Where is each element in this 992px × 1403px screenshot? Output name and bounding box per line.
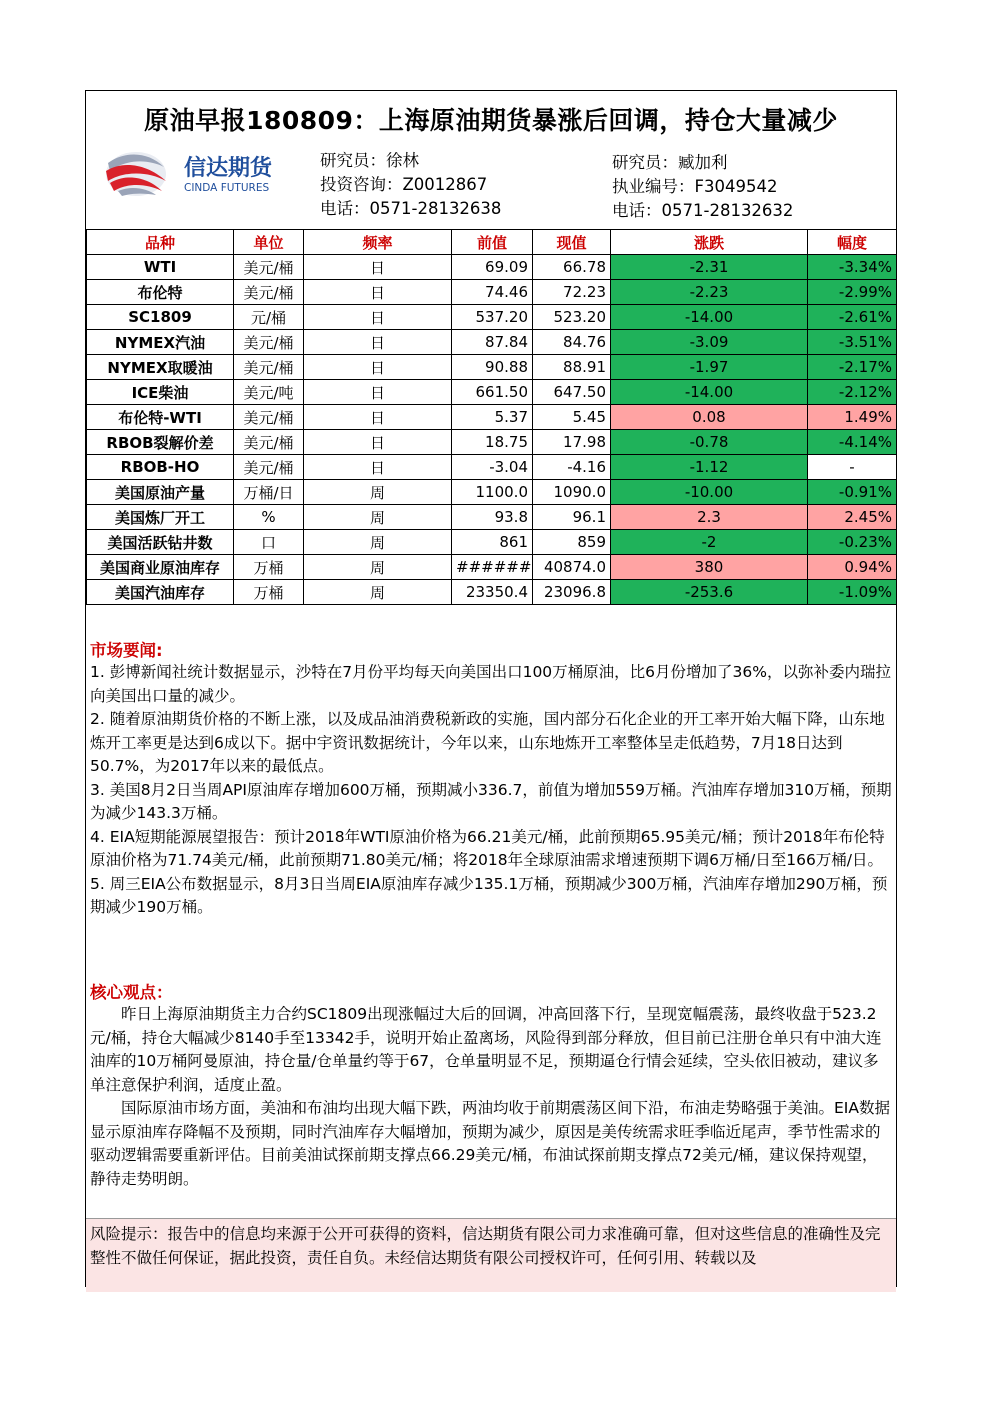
cell-curr: 523.20 (533, 305, 611, 330)
core-view-body (90, 1003, 892, 1191)
cell-unit: 美元/桶 (234, 255, 304, 280)
cell-name: 美国原油产量 (87, 480, 234, 505)
cell-change: 380 (611, 555, 808, 580)
report-sheet (85, 90, 897, 1287)
table-row (87, 255, 897, 280)
news-item: 1. 彭博新闻社统计数据显示，沙特在7月份平均每天向美国出口100万桶原油，比6月份增加了36%，以弥补委内瑞拉向美国出口量的减少。 (90, 663, 891, 705)
cell-freq: 日 (304, 355, 452, 380)
researcher-1-name: 研究员：徐林 (320, 151, 419, 170)
cell-freq: 周 (304, 555, 452, 580)
table-row (87, 580, 897, 605)
cell-prev: 87.84 (452, 330, 533, 355)
cell-change: -0.78 (611, 430, 808, 455)
cell-curr: 859 (533, 530, 611, 555)
cell-curr: 66.78 (533, 255, 611, 280)
col-header: 前值 (452, 230, 533, 255)
cell-prev: 5.37 (452, 405, 533, 430)
cell-name: NYMEX汽油 (87, 330, 234, 355)
market-news-list (90, 661, 892, 920)
cell-pct: -3.34% (808, 255, 897, 280)
cell-change: 2.3 (611, 505, 808, 530)
cell-unit: 美元/桶 (234, 430, 304, 455)
cell-prev: ###### (452, 555, 533, 580)
cell-freq: 日 (304, 330, 452, 355)
table-row (87, 355, 897, 380)
table-row (87, 530, 897, 555)
cell-change: -14.00 (611, 305, 808, 330)
table-row (87, 430, 897, 455)
cell-pct: -2.99% (808, 280, 897, 305)
cell-curr: -4.16 (533, 455, 611, 480)
col-header: 现值 (533, 230, 611, 255)
cell-name: 美国商业原油库存 (87, 555, 234, 580)
cell-unit: % (234, 505, 304, 530)
cell-change: -1.97 (611, 355, 808, 380)
cell-name: ICE柴油 (87, 380, 234, 405)
cell-change: -2 (611, 530, 808, 555)
cell-pct: -2.61% (808, 305, 897, 330)
researcher-1-phone: 电话：0571-28132638 (320, 199, 502, 218)
cell-freq: 日 (304, 430, 452, 455)
table-row (87, 380, 897, 405)
cell-unit: 万桶 (234, 555, 304, 580)
cell-pct: -4.14% (808, 430, 897, 455)
cell-prev: 661.50 (452, 380, 533, 405)
core-view-paragraph: 国际原油市场方面，美油和布油均出现大幅下跌，两油均收于前期震荡区间下沿，布油走势略强于美油。EIA数据显示原油库存降幅不及预期，同时汽油库存大幅增加，预期为减少，原因是美传统需求旺季临近尾声，季节性需求的驱动逻辑需要重新评估。目前美油试探前期支撑点66.29美元/桶，布油试探前期支撑点72美元/桶，建议保持观望，静待走势明朗。 (90, 1099, 890, 1188)
cell-freq: 周 (304, 580, 452, 605)
cell-pct: - (808, 455, 897, 480)
col-header: 频率 (304, 230, 452, 255)
cell-prev: -3.04 (452, 455, 533, 480)
researcher-2-license: 执业编号：F3049542 (612, 177, 778, 196)
cell-prev: 1100.0 (452, 480, 533, 505)
cell-curr: 88.91 (533, 355, 611, 380)
cell-curr: 1090.0 (533, 480, 611, 505)
cell-prev: 537.20 (452, 305, 533, 330)
price-table (86, 229, 897, 605)
cell-pct: 1.49% (808, 405, 897, 430)
cell-change: -1.12 (611, 455, 808, 480)
cell-prev: 93.8 (452, 505, 533, 530)
cell-change: -10.00 (611, 480, 808, 505)
core-view-heading: 核心观点： (90, 983, 173, 1002)
cell-curr: 5.45 (533, 405, 611, 430)
risk-disclaimer: 风险提示：报告中的信息均来源于公开可获得的资料，信达期货有限公司力求准确可靠，但对这些信息的准确性及完整性不做任何保证，据此投资，责任自负。未经信达期货有限公司授权许可，任何引用、转载以及 (86, 1218, 896, 1292)
cell-unit: 万桶/日 (234, 480, 304, 505)
table-row (87, 455, 897, 480)
table-row (87, 555, 897, 580)
cell-curr: 96.1 (533, 505, 611, 530)
table-row (87, 505, 897, 530)
cell-name: 布伦特 (87, 280, 234, 305)
researcher-2-name: 研究员：臧加利 (612, 153, 728, 172)
cell-unit: 美元/桶 (234, 405, 304, 430)
table-row (87, 330, 897, 355)
cell-unit: 美元/桶 (234, 330, 304, 355)
logo-name-en: CINDA FUTURES (184, 182, 270, 194)
cell-freq: 周 (304, 505, 452, 530)
cell-change: -253.6 (611, 580, 808, 605)
table-row (87, 480, 897, 505)
cell-change: -2.31 (611, 255, 808, 280)
researcher-2-phone: 电话：0571-28132632 (612, 201, 794, 220)
report-title: 原油早报180809：上海原油期货暴涨后回调，持仓大量减少 (144, 106, 838, 135)
cell-prev: 74.46 (452, 280, 533, 305)
researcher-1 (320, 149, 501, 221)
cinda-futures-logo (104, 149, 304, 199)
col-header: 单位 (234, 230, 304, 255)
cell-curr: 72.23 (533, 280, 611, 305)
col-header: 涨跌 (611, 230, 808, 255)
core-view-paragraph: 昨日上海原油期货主力合约SC1809出现涨幅过大后的回调，冲高回落下行，呈现宽幅震荡，最终收盘于523.2元/桶，持仓大幅减少8140手至13342手，说明开始止盈离场，风险得到部分释放，但目前已注册仓单只有中油大连油库的10万桶阿曼原油，持仓量/仓单量约等于67，仓单量明显不足，预期逼仓行情会延续，空头依旧被动，建议多单注意保护利润，适度止盈。 (90, 1005, 882, 1094)
logo-name-cn: 信达期货 (184, 156, 273, 181)
cell-pct: 0.94% (808, 555, 897, 580)
cell-name: RBOB裂解价差 (87, 430, 234, 455)
cell-freq: 周 (304, 530, 452, 555)
cell-name: SC1809 (87, 305, 234, 330)
cell-unit: 美元/桶 (234, 455, 304, 480)
cell-freq: 日 (304, 280, 452, 305)
news-item: 4. EIA短期能源展望报告：预计2018年WTI原油价格为66.21美元/桶，此前预期65.95美元/桶；预计2018年布伦特原油价格为71.74美元/桶，此前预期71.80美元/桶；将2018年全球原油需求增速预期下调6万桶/日至166万桶/日。 (90, 827, 885, 869)
cell-name: RBOB-HO (87, 455, 234, 480)
news-item: 5. 周三EIA公布数据显示，8月3日当周EIA原油库存减少135.1万桶，预期减少300万桶，汽油库存增加290万桶，预期减少190万桶。 (90, 874, 888, 916)
cinda-logo-icon (104, 149, 304, 199)
cell-freq: 日 (304, 380, 452, 405)
cell-freq: 日 (304, 455, 452, 480)
cell-curr: 17.98 (533, 430, 611, 455)
cell-curr: 84.76 (533, 330, 611, 355)
cell-change: -2.23 (611, 280, 808, 305)
cell-curr: 23096.8 (533, 580, 611, 605)
researcher-1-license: 投资咨询：Z0012867 (320, 175, 488, 194)
cell-pct: -2.17% (808, 355, 897, 380)
cell-change: -3.09 (611, 330, 808, 355)
cell-prev: 90.88 (452, 355, 533, 380)
cell-pct: 2.45% (808, 505, 897, 530)
cell-prev: 23350.4 (452, 580, 533, 605)
cell-name: 美国炼厂开工 (87, 505, 234, 530)
cell-unit: 万桶 (234, 580, 304, 605)
cell-freq: 日 (304, 405, 452, 430)
cell-freq: 周 (304, 480, 452, 505)
cell-freq: 日 (304, 255, 452, 280)
cell-prev: 18.75 (452, 430, 533, 455)
cell-unit: 口 (234, 530, 304, 555)
cell-prev: 861 (452, 530, 533, 555)
news-item: 3. 美国8月2日当周API原油库存增加600万桶，预期减小336.7，前值为增加559万桶。汽油库存增加310万桶，预期为减少143.3万桶。 (90, 780, 892, 822)
col-header: 品种 (87, 230, 234, 255)
market-news-heading: 市场要闻: (90, 641, 163, 660)
cell-name: 美国活跃钻井数 (87, 530, 234, 555)
cell-pct: -3.51% (808, 330, 897, 355)
cell-name: NYMEX取暖油 (87, 355, 234, 380)
cell-name: 美国汽油库存 (87, 580, 234, 605)
cell-pct: -0.23% (808, 530, 897, 555)
cell-unit: 美元/桶 (234, 355, 304, 380)
cell-unit: 美元/吨 (234, 380, 304, 405)
table-header-row (87, 230, 897, 255)
cell-pct: -2.12% (808, 380, 897, 405)
cell-prev: 69.09 (452, 255, 533, 280)
table-row (87, 405, 897, 430)
cell-curr: 40874.0 (533, 555, 611, 580)
cell-name: 布伦特-WTI (87, 405, 234, 430)
cell-change: 0.08 (611, 405, 808, 430)
cell-unit: 美元/桶 (234, 280, 304, 305)
news-item: 2. 随着原油期货价格的不断上涨，以及成品油消费税新政的实施，国内部分石化企业的开工率开始大幅下降，山东地炼开工率更是达到6成以下。据中宇资讯数据统计，今年以来，山东地炼开工率整体呈走低趋势，7月18日达到50.7%，为2017年以来的最低点。 (90, 710, 885, 775)
cell-pct: -0.91% (808, 480, 897, 505)
cell-change: -14.00 (611, 380, 808, 405)
table-row (87, 305, 897, 330)
table-row (87, 280, 897, 305)
cell-pct: -1.09% (808, 580, 897, 605)
cell-curr: 647.50 (533, 380, 611, 405)
researcher-2 (612, 151, 793, 223)
cell-unit: 元/桶 (234, 305, 304, 330)
cell-name: WTI (87, 255, 234, 280)
col-header: 幅度 (808, 230, 897, 255)
cell-freq: 日 (304, 305, 452, 330)
